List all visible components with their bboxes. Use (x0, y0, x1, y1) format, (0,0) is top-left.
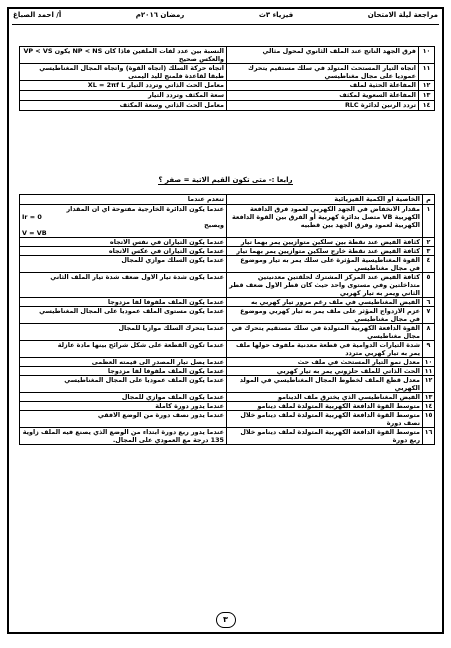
row-number: ١٥ (423, 411, 435, 428)
property-cell: كثافة الفيض عند المركز المشترك لحلقتين معدنيتين متداخلتين وفي مستوى واحد حيث كان قطر الاول ضعف قطر الثاني ويمر به تيار كهربي (227, 273, 423, 298)
condition-cell (20, 341, 227, 358)
header-author: أ/ احمد الصباغ (13, 11, 62, 19)
property-cell: عزم الازدواج المؤثر على ملف يمر به تيار كهربي وموضوع في مجال مغناطيسي (227, 307, 423, 324)
table-row (20, 367, 435, 376)
row-number: ١١ (423, 367, 435, 376)
row-number: ٦ (423, 298, 435, 307)
table-row (20, 376, 435, 393)
row-number: ١٣ (419, 91, 435, 101)
condition-cell (20, 298, 227, 307)
row-number: ١٤ (423, 402, 435, 411)
property-cell: معدل نمو التيار المستحث في ملف حث (227, 358, 423, 367)
zero-conditions-table (19, 194, 435, 445)
condition-text: عندما يكون الملف ملفوفا لفا مزدوجا (107, 367, 224, 375)
table-row (20, 307, 435, 324)
row-number: ٢ (423, 238, 435, 247)
condition-text: عندما يتحرك السلك موازيا للمجال (118, 324, 224, 332)
table-row (20, 256, 435, 273)
condition-cell (20, 367, 227, 376)
condition-text: عندما يكون الملف ملفوفا لفا مزدوجا (107, 298, 224, 306)
condition-cell (20, 393, 227, 402)
row-number: ١٦ (423, 428, 435, 445)
factor-cell: سعة المكثف وتردد التيار (20, 91, 227, 101)
row-number: ١٤ (419, 101, 435, 111)
row-number: ١٠ (423, 358, 435, 367)
factor-cell: معامل الحث الذاتي وسعة المكثف (20, 101, 227, 111)
condition-cell (20, 273, 227, 298)
property-cell: متوسط القوة الدافعة الكهربية المتولدة لملف دينامو (227, 402, 423, 411)
row-number: ١ (423, 205, 435, 238)
condition-text: عندما يدور ربع دورة ابتداء من الوضع الذي يصنع فيه الملف زاوية 135 درجة مع العمودي على المجال. (22, 428, 224, 444)
page (7, 7, 444, 634)
table-row (20, 273, 435, 298)
header-subject: فيزياء ٣ث (258, 11, 294, 19)
property-cell: شدة التيارات الدوامية في قطعة معدنية ملفوف حولها ملف يمر به تيار كهربي متردد (227, 341, 423, 358)
factor-cell: اتجاه حركة السلك (اتجاه القوة) واتجاه المجال المغناطيسي طبقا لقاعدة فلمنج لليد اليمنى (20, 64, 227, 81)
table-row (20, 358, 435, 367)
row-number: ٥ (423, 273, 435, 298)
condition-tail: ويصبح (204, 221, 224, 229)
header-review: مراجعة ليلة الامتحان (367, 11, 438, 19)
col-header-num: م (423, 195, 435, 205)
table-row (20, 298, 435, 307)
table-row (20, 402, 435, 411)
condition-text: عندما يدور نصف دورة من الوضع الافقي (97, 411, 224, 419)
condition-cell (20, 256, 227, 273)
condition-text: عندما يصل تيار المصدر الى قيمته العظمى (91, 358, 224, 366)
table-row (20, 393, 435, 402)
page-number: ٣ (216, 612, 236, 628)
condition-text: عندما يكون السلك موازي للمجال (121, 256, 224, 264)
property-cell: كثافة الفيض عند نقطة بين سلكين متوازيين يمر بهما تيار (227, 238, 423, 247)
row-number: ٧ (423, 307, 435, 324)
row-number: ١٢ (419, 81, 435, 91)
property-cell: معدل قطع الملف لخطوط المجال المغناطيسي في المولد الكهربي (227, 376, 423, 393)
factors-table-body (20, 47, 435, 111)
table-row (20, 341, 435, 358)
property-cell: المفاعلة السعوية لمكثف (227, 91, 419, 101)
condition-text: عندما يكون الدائرة الخارجية مفتوحة اي ان المقدار (66, 205, 224, 213)
factors-table (19, 46, 435, 111)
table-row (20, 247, 435, 256)
condition-cell (20, 247, 227, 256)
table-header-row (20, 195, 435, 205)
property-cell: متوسط القوة الدافعة الكهربية المتولدة لملف دينامو خلال نصف دورة (227, 411, 423, 428)
section-title: رابعا :- متى تكون القيم الاتية = صفر ؟ (158, 176, 293, 184)
condition-cell (20, 376, 227, 393)
property-cell: القوة المغناطيسية المؤثرة على سلك يمر به تيار وموضوع في مجال مغناطيسي (227, 256, 423, 273)
row-number: ١٠ (419, 47, 435, 64)
table-row (20, 101, 435, 111)
col-header-cond: تنعدم عندما (20, 195, 227, 205)
col-header-prop: الخاصية او الكمية الفيزيائية (227, 195, 423, 205)
condition-cell (20, 402, 227, 411)
condition-cell (20, 358, 227, 367)
zero-conditions-body (20, 205, 435, 445)
condition-equation-1: Ir = 0 (22, 213, 42, 221)
table-row (20, 238, 435, 247)
condition-cell (20, 307, 227, 324)
row-number: ٤ (423, 256, 435, 273)
condition-text: عندما يكون مستوى الملف عموديا على المجال المغناطيسي (39, 307, 224, 315)
table-row (20, 205, 435, 238)
condition-cell (20, 428, 227, 445)
property-cell: المفاعلة الحثية لملف (227, 81, 419, 91)
property-cell: الحث الذاتي للملف حلزوني يمر به تيار كهربي (227, 367, 423, 376)
table-row (20, 324, 435, 341)
condition-cell (20, 411, 227, 428)
property-cell: الفيض المغناطيسي في ملف رغم مرور تيار كهربي به (227, 298, 423, 307)
condition-cell (20, 324, 227, 341)
condition-text: عندما يكون الملف عموديا على المجال المغناطيسي (64, 376, 224, 384)
property-cell: فرق الجهد الناتج عند الملف الثانوي لمحول مثالي (227, 47, 419, 64)
table-row (20, 411, 435, 428)
row-number: ٨ (423, 324, 435, 341)
table-row (20, 91, 435, 101)
row-number: ٩ (423, 341, 435, 358)
condition-text: عندما يدور دورة كاملة (155, 402, 224, 410)
condition-text: عندما تكون القطعة على شكل شرائح بينها مادة عازلة (57, 341, 224, 349)
row-number: ١١ (419, 64, 435, 81)
property-cell: الفيض المغناطيسي الذي يخترق ملف الدينامو (227, 393, 423, 402)
property-cell: القوة الدافعة الكهربية المتولدة في سلك مستقيم يتحرك في مجال مغناطيسي (227, 324, 423, 341)
property-cell: مقدار الانخفاض في الجهد الكهربي لعمود فرق الدافعة الكهربية VB متصل بدائرة كهربية أو الفرق بين القوة الدافعة الكهربية لعمود وفرق الجهد بين قطبيه (227, 205, 423, 238)
factor-cell: النسبة بين عدد لفات الملفين فاذا كان NP < NS يكون VP < VS والعكس صحيح (20, 47, 227, 64)
condition-text: عندما يكون شدة تيار الاول ضعف شدة تيار الملف الثاني (50, 273, 224, 281)
condition-cell (20, 205, 227, 238)
table-row (20, 47, 435, 64)
row-number: ٣ (423, 247, 435, 256)
property-cell: كثافة الفيض عند نقطة خارج سلكين متوازيين يمر بهما تيار (227, 247, 423, 256)
header-divider (12, 24, 439, 25)
row-number: ١٢ (423, 376, 435, 393)
condition-text: عندما يكون التياران في عكس الاتجاه (108, 247, 224, 255)
page-header (13, 11, 438, 22)
table-row (20, 81, 435, 91)
condition-text: عندما يكون الملف موازي للمجال (121, 393, 224, 401)
factor-cell: معامل الحث الذاتي وتردد التيار XL = 2πf L (20, 81, 227, 91)
condition-text: عندما يكون التياران في نفس الاتجاه (109, 238, 224, 246)
condition-cell (20, 238, 227, 247)
table-row (20, 428, 435, 445)
header-date: رمضان ٢٠١٦م (135, 11, 185, 19)
row-number: ١٣ (423, 393, 435, 402)
condition-equation-2: V = VB (22, 229, 47, 237)
property-cell: اتجاه التيار المستحث المتولد في سلك مستقيم يتحرك عموديا على مجال مغناطيسي (227, 64, 419, 81)
property-cell: تردد الرنين لدائرة RLC (227, 101, 419, 111)
property-cell: متوسط القوة الدافعة الكهربية المتولدة لملف دينامو خلال ربع دورة (227, 428, 423, 445)
table-row (20, 64, 435, 81)
